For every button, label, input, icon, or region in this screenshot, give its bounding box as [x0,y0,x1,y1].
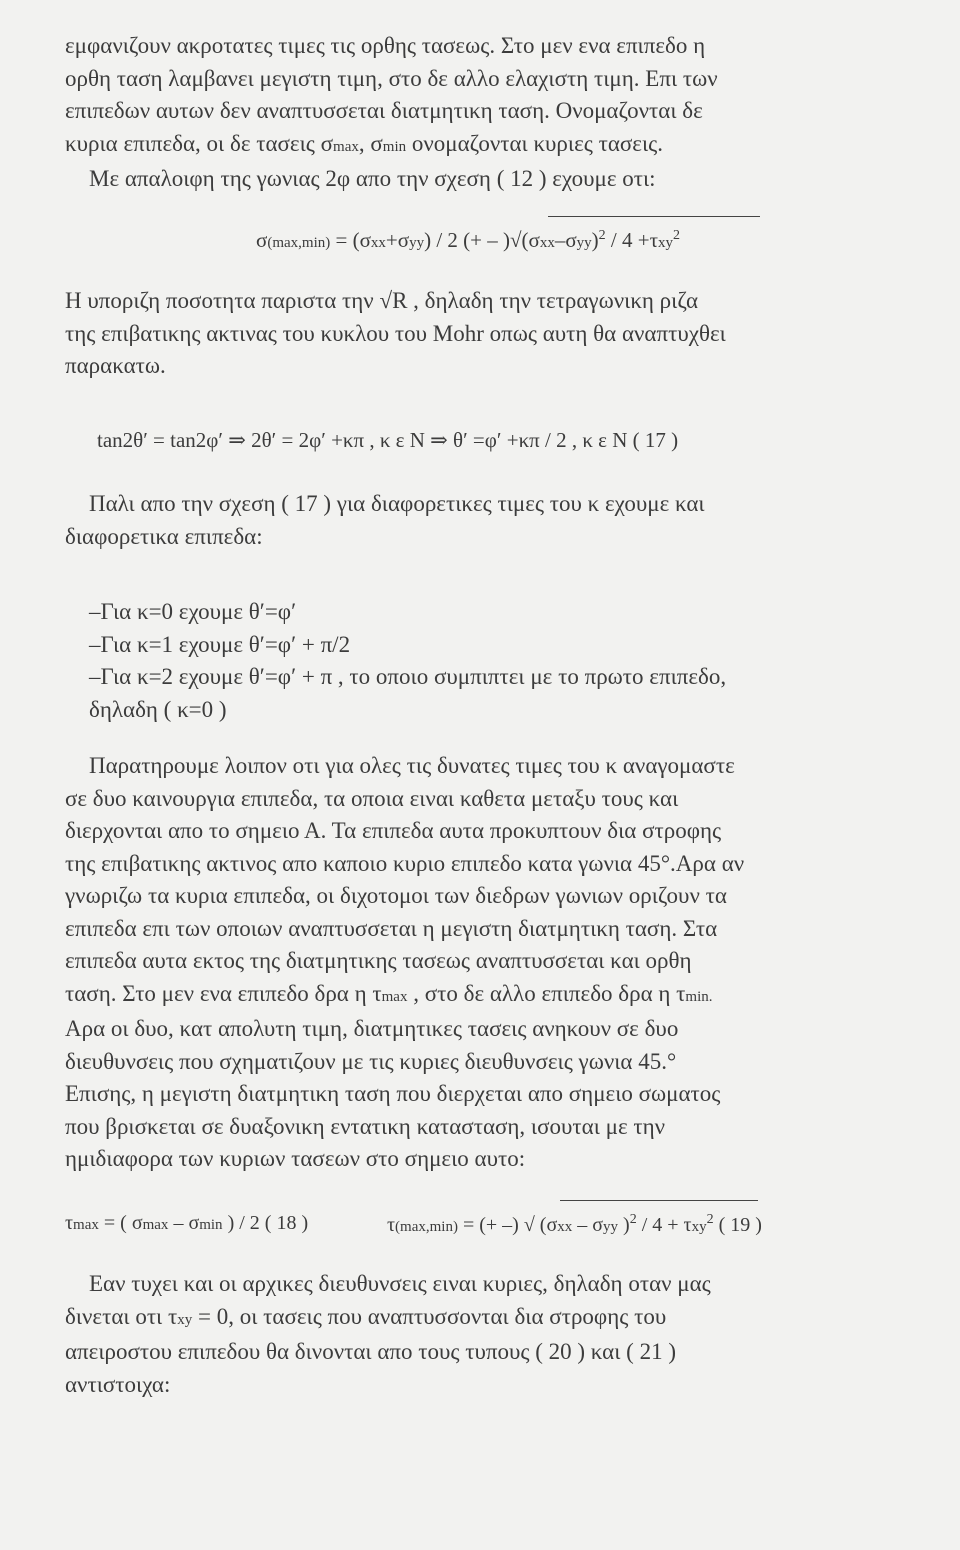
text-line: διερχονται απο το σημειο Α. Τα επιπεδα αυτα προκυπτουν δια στροφης [65,818,722,843]
equation-19 [387,1212,762,1237]
text-line: επιπεδα επι των οποιων αναπτυσσεται η μεγιστη διατμητικη ταση. Στα [65,915,718,941]
eq-part: = (+ –) √ (σ [457,1214,558,1236]
subscript: max [381,988,408,1005]
subscript: max [333,138,359,155]
subscript: min [199,1217,223,1233]
text-line: παρακατω. [65,353,166,378]
eq-part: = (σ [330,228,371,252]
paragraph-max-shear [65,750,895,1176]
text-line: Παλι απο την σχεση ( 17 ) για διαφορετικες τιμες του κ εχουμε και [89,491,705,516]
subscript: max [73,1217,99,1233]
eq-part: = ( σ [98,1212,143,1234]
eq-part: +σ [385,228,410,252]
subscript: yy [409,235,425,251]
text-line: ημιδιαφορα των κυριων τασεων στο σημειο αυτο: [65,1146,526,1171]
text-line: Εαν τυχει και οι αρχικες διευθυνσεις ειναι κυριες, δηλαδη οταν μας [89,1271,711,1296]
eq-part: σ [256,228,268,252]
eq-part: ) [591,228,599,252]
equation-12 [256,228,680,253]
radical-bar [560,1200,758,1201]
text-fragment: , στο δε αλλο επιπεδο δρα η τ [407,980,686,1006]
subscript: xy [691,1219,707,1235]
eq-part: / 4 +τ [605,228,659,252]
superscript: 2 [673,228,681,243]
text-fragment: ταση. Στο μεν ενα επιπεδο δρα η τ [65,980,382,1006]
text-line [65,128,895,164]
subscript: (max,min) [395,1219,458,1235]
text-line: Η υποριζη ποσοτητα παριστα την √R , δηλαδη την τετραγωνικη ριζα [65,288,699,313]
superscript: 2 [706,1212,714,1227]
text-line: διευθυνσεις που σχηματιζουν με τις κυριες διευθυνσεις γωνια 45.° [65,1048,677,1074]
text-fragment: = 0, οι τασεις που αναπτυσσονται δια στροφης του [192,1303,667,1329]
paragraph-principal-planes [65,30,895,196]
list-item: –Για κ=0 εχουμε θ′=φ′ [89,599,297,624]
eq-part: τ [65,1212,74,1234]
text-fragment: ονομαζονται κυριες τασεις. [406,130,664,156]
eq-part: / 4 + τ [636,1214,692,1236]
eq-part: – σ [168,1212,200,1234]
list-item: δηλαδη ( κ=0 ) [89,696,227,722]
text-line: Επισης, η μεγιστη διατμητικη ταση που διερχεται απο σημειο σωματος [65,1081,721,1106]
eq-part: ) / 2 (+ – )√(σ [424,228,540,252]
eq-part: – σ [572,1214,604,1236]
eq-part: ( 19 ) [713,1214,762,1236]
text-fragment: δινεται οτι τ [65,1303,178,1329]
superscript: 2 [629,1212,637,1227]
text-fragment: κυρια επιπεδα, οι δε τασεις σ [65,130,334,156]
paragraph-planes [65,488,895,553]
radical-bar [548,216,760,217]
eq-part: τ [387,1214,396,1236]
text-line: επιπεδων αυτων δεν αναπτυσσεται διατμητικη ταση. Ονομαζονται δε [65,98,703,123]
eq-part: ) [618,1214,630,1236]
text-line: Με απαλοιφη της γωνιας 2φ απο την σχεση ( 12 ) εχουμε οτι: [89,166,656,191]
paragraph-sqrt-r [65,285,895,383]
equation-18 [65,1212,308,1235]
subscript: yy [576,235,592,251]
text-line: Αρα οι δυο, κατ απολυτη τιμη, διατμητικες τασεις ανηκουν σε δυο [65,1016,679,1041]
text-line: της επιβατικης ακτινας του κυκλου του Mohr οπως αυτη θα αναπτυχθει [65,320,726,346]
subscript: xy [177,1311,193,1328]
superscript: 2 [598,228,606,243]
subscript: (max,min) [267,235,331,251]
list-item: –Για κ=1 εχουμε θ′=φ′ + π/2 [89,631,351,657]
text-line: αντιστοιχα: [65,1371,171,1397]
subscript: yy [603,1219,619,1235]
subscript: xy [658,235,674,251]
text-line: Παρατηρουμε λοιπον οτι για ολες τις δυνατες τιμες του κ αναγομαστε [89,753,735,778]
text-line: που βρισκεται σε δυαξονικη εντατικη κατασταση, ισουται με την [65,1113,666,1139]
text-line: απειροστου επιπεδου θα δινονται απο τους τυπους ( 20 ) και ( 21 ) [65,1339,676,1364]
text-line [65,1301,895,1337]
text-line: εμφανιζουν ακροτατες τιμες τις ορθης τασεως. Στο μεν ενα επιπεδο η [65,33,706,58]
k-cases-list [65,596,895,726]
text-fragment: , σ [358,130,383,156]
text-line: ορθη ταση λαμβανει μεγιστη τιμη, στο δε αλλο ελαχιστη τιμη. Επι των [65,65,718,91]
text-line: διαφορετικα επιπεδα: [65,523,263,549]
subscript: max [142,1217,169,1233]
text-line: επιπεδα αυτα εκτος της διατμητικης τασεως αναπτυσσεται και ορθη [65,948,692,973]
text-line [65,978,895,1014]
subscript: xx [539,235,555,251]
eq-part: –σ [554,228,577,252]
text-line: γνωριζω τα κυρια επιπεδα, οι διχοτομοι των διεδρων γωνιων οριζουν τα [65,883,727,908]
list-item: –Για κ=2 εχουμε θ′=φ′ + π , το οποιο συμπιπτει με το πρωτο επιπεδο, [89,664,727,689]
text-line: της επιβατικης ακτινος απο καποιο κυριο επιπεδο κατα γωνια 45°.Αρα αν [65,850,745,876]
subscript: min [382,138,407,155]
subscript: xx [370,235,386,251]
eq-part: ) / 2 ( 18 ) [222,1212,309,1234]
equation-17: tan2θ′ = tan2φ′ ⇒ 2θ′ = 2φ′ +κπ , κ ε Ν ⇒ θ′ =φ′ +κπ / 2 , κ ε Ν ( 17 ) [97,428,679,452]
paragraph-principal-directions [65,1268,895,1401]
subscript: xx [557,1219,573,1235]
subscript: min. [685,988,713,1005]
text-line: σε δυο καινουργια επιπεδα, τα οποια ειναι καθετα μεταξυ τους και [65,785,679,811]
